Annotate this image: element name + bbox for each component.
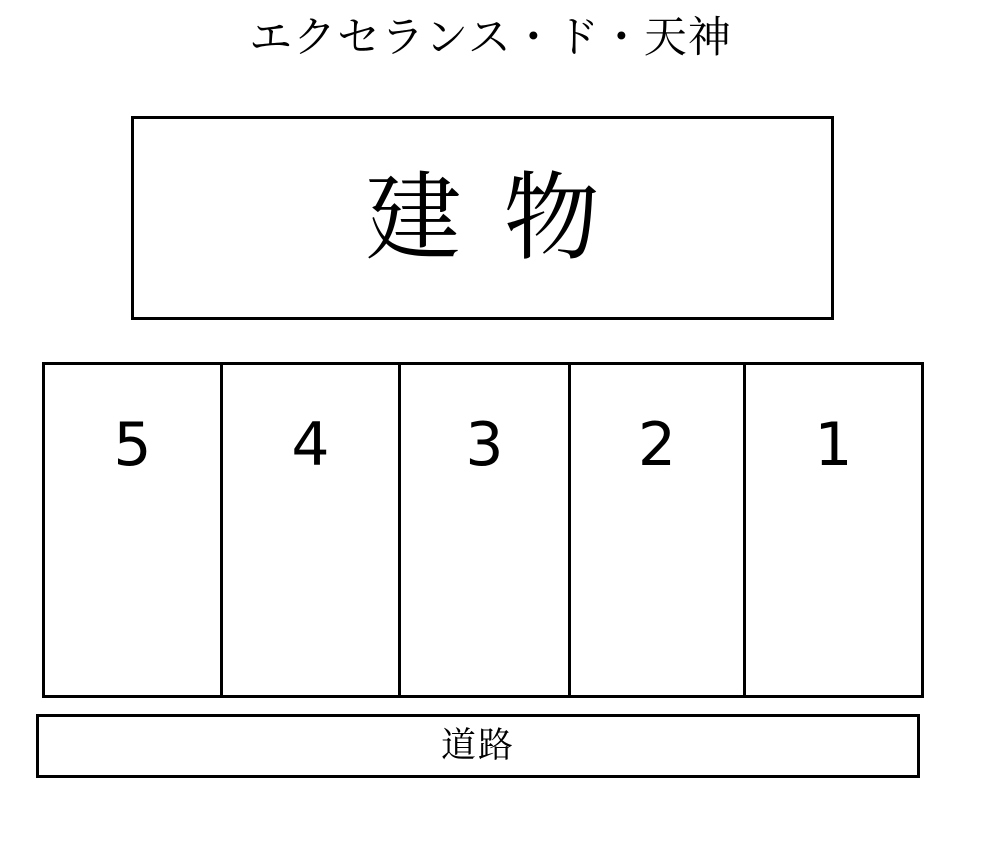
parking-stall: [746, 365, 921, 695]
property-title: エクセランス・ド・天神: [249, 13, 732, 63]
parking-stall-number: 4: [291, 410, 330, 480]
parking-lot: [42, 362, 924, 698]
parking-stall-number: 2: [637, 410, 677, 480]
parking-stall: [45, 365, 223, 695]
parking-stall-number: 3: [465, 410, 504, 480]
parking-stall: [223, 365, 401, 695]
road-label: 道路: [440, 726, 515, 766]
road-bar: [36, 714, 920, 778]
parking-stall: [571, 365, 746, 695]
parking-stall-number: 5: [113, 410, 152, 480]
building-block: [131, 116, 834, 320]
building-label: 建物: [365, 162, 642, 274]
parking-stall: [401, 365, 571, 695]
parking-stall-number: 1: [814, 410, 853, 480]
